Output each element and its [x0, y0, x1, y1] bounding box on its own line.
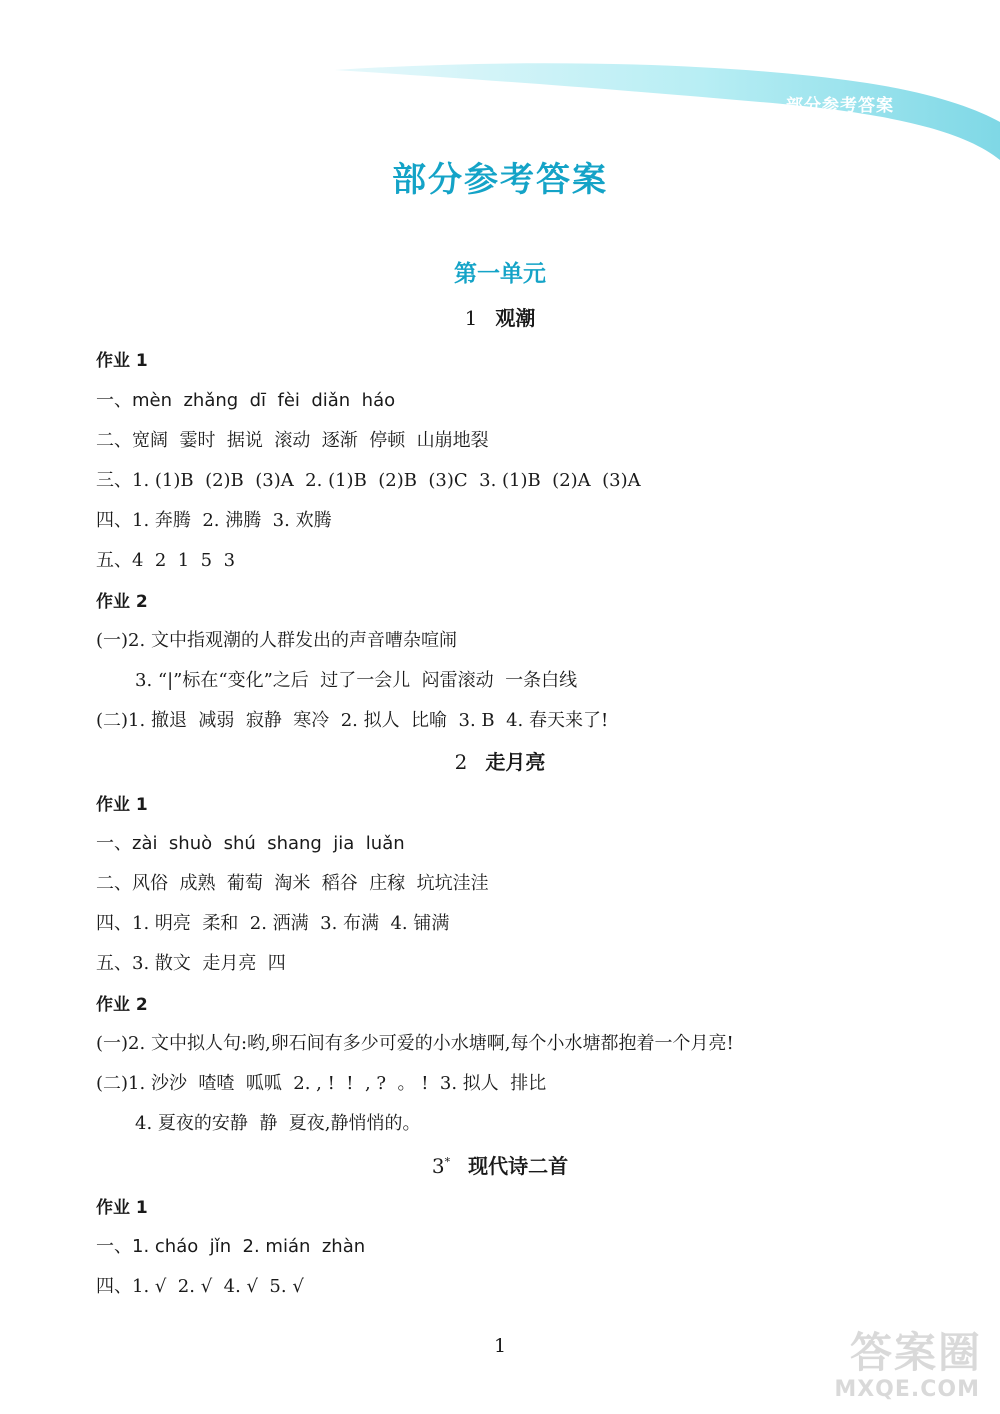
answer-prefix: 一、: [96, 1236, 132, 1257]
answer-text: 4. 夏夜的安静 静 夏夜,静悄悄的。: [135, 1113, 421, 1134]
homework-label: 作业 1: [96, 1198, 148, 1218]
swoosh-band: [335, 63, 1000, 160]
page-title: 部分参考答案: [392, 160, 608, 200]
answer-prefix: 一、: [96, 833, 132, 854]
answer-line: [135, 666, 577, 692]
answer-prefix: 二、: [96, 873, 132, 894]
answer-text: 1. √ 2. √ 4. √ 5. √: [132, 1276, 304, 1297]
answer-prefix: 三、: [96, 470, 132, 491]
answer-text: zài shuò shú shang jia luǎn: [132, 833, 405, 854]
watermark-site: MXQE.COM: [834, 1377, 980, 1402]
answer-line: [96, 1232, 365, 1258]
answer-prefix: 一、: [96, 390, 132, 411]
answer-prefix: 二、: [96, 430, 132, 451]
answer-line: [135, 1109, 421, 1135]
watermark-logo: 答案圈: [849, 1328, 982, 1377]
answer-prefix: (一): [96, 630, 129, 651]
answer-text: 2. 文中指观潮的人群发出的声音嘈杂喧闹: [128, 630, 457, 651]
answer-prefix: 四、: [96, 510, 132, 531]
watermark: [778, 1318, 988, 1406]
answer-text: mèn zhǎng dī fèi diǎn háo: [132, 390, 396, 411]
answer-prefix: 五、: [96, 550, 132, 571]
answer-text: 1. 奔腾 2. 沸腾 3. 欢腾: [132, 510, 332, 531]
answer-line: [96, 869, 489, 895]
lesson-title: [0, 1150, 1000, 1179]
answer-line: [96, 1029, 734, 1055]
answer-text: 1. (1)B (2)B (3)A 2. (1)B (2)B (3)C 3. (1)B (2)A (3)A: [132, 470, 641, 491]
answer-line: [96, 706, 608, 732]
homework-label: 作业 2: [96, 592, 148, 612]
answer-text: 1. 撤退 减弱 寂静 寒冷 2. 拟人 比喻 3. B 4. 春天来了!: [128, 710, 609, 731]
lesson-title: [0, 302, 1000, 331]
answer-text: 2. 文中拟人句:哟,卵石间有多少可爱的小水塘啊,每个小水塘都抱着一个月亮!: [128, 1033, 734, 1054]
answer-line: [96, 426, 489, 452]
answer-line: [96, 386, 395, 412]
lesson-title: [0, 746, 1000, 775]
lesson-name: 现代诗二首: [468, 1154, 569, 1178]
header-label: 部分参考答案: [786, 96, 894, 116]
unit-title: 第一单元: [454, 261, 546, 287]
lesson-number: 2: [454, 750, 468, 774]
answer-prefix: 四、: [96, 1276, 132, 1297]
answer-prefix: 五、: [96, 953, 132, 974]
answer-text: 1. 明亮 柔和 2. 洒满 3. 布满 4. 铺满: [132, 913, 450, 934]
answer-text: 3. “|”标在“变化”之后 过了一会儿 闷雷滚动 一条白线: [135, 670, 578, 691]
answer-line: [96, 1272, 304, 1298]
answer-line: [96, 466, 641, 492]
answer-line: [96, 546, 235, 572]
answer-line: [96, 1069, 546, 1095]
homework-label: 作业 2: [96, 995, 148, 1015]
answer-prefix: 四、: [96, 913, 132, 934]
answer-line: [96, 909, 449, 935]
lesson-name: 观潮: [495, 306, 536, 330]
answer-prefix: (二): [96, 710, 129, 731]
answer-text: 3. 散文 走月亮 四: [132, 953, 286, 974]
answer-line: [96, 949, 286, 975]
answer-text: 4 2 1 5 3: [132, 550, 236, 571]
answer-text: 风俗 成熟 葡萄 淘米 稻谷 庄稼 坑坑洼洼: [132, 873, 489, 894]
answer-prefix: (二): [96, 1073, 129, 1094]
lesson-number: 1: [464, 306, 478, 330]
answer-prefix: (一): [96, 1033, 129, 1054]
answer-line: [96, 626, 457, 652]
lesson-number: [432, 1154, 450, 1178]
answer-text: 1. cháo jǐn 2. mián zhàn: [132, 1236, 366, 1257]
answer-line: [96, 829, 405, 855]
lesson-number-value: 3: [431, 1154, 445, 1178]
answer-text: 宽阔 霎时 据说 滚动 逐渐 停顿 山崩地裂: [132, 430, 489, 451]
answer-text: 1. 沙沙 喳喳 呱呱 2. , ! ! , ? 。 ! 3. 拟人 排比: [128, 1073, 547, 1094]
homework-label: 作业 1: [96, 351, 148, 371]
answer-line: [96, 506, 332, 532]
header-swoosh-decoration: [0, 0, 1000, 170]
lesson-name: 走月亮: [485, 750, 546, 774]
homework-label: 作业 1: [96, 795, 148, 815]
page-number: 1: [493, 1335, 507, 1357]
optional-lesson-mark: *: [444, 1155, 451, 1169]
